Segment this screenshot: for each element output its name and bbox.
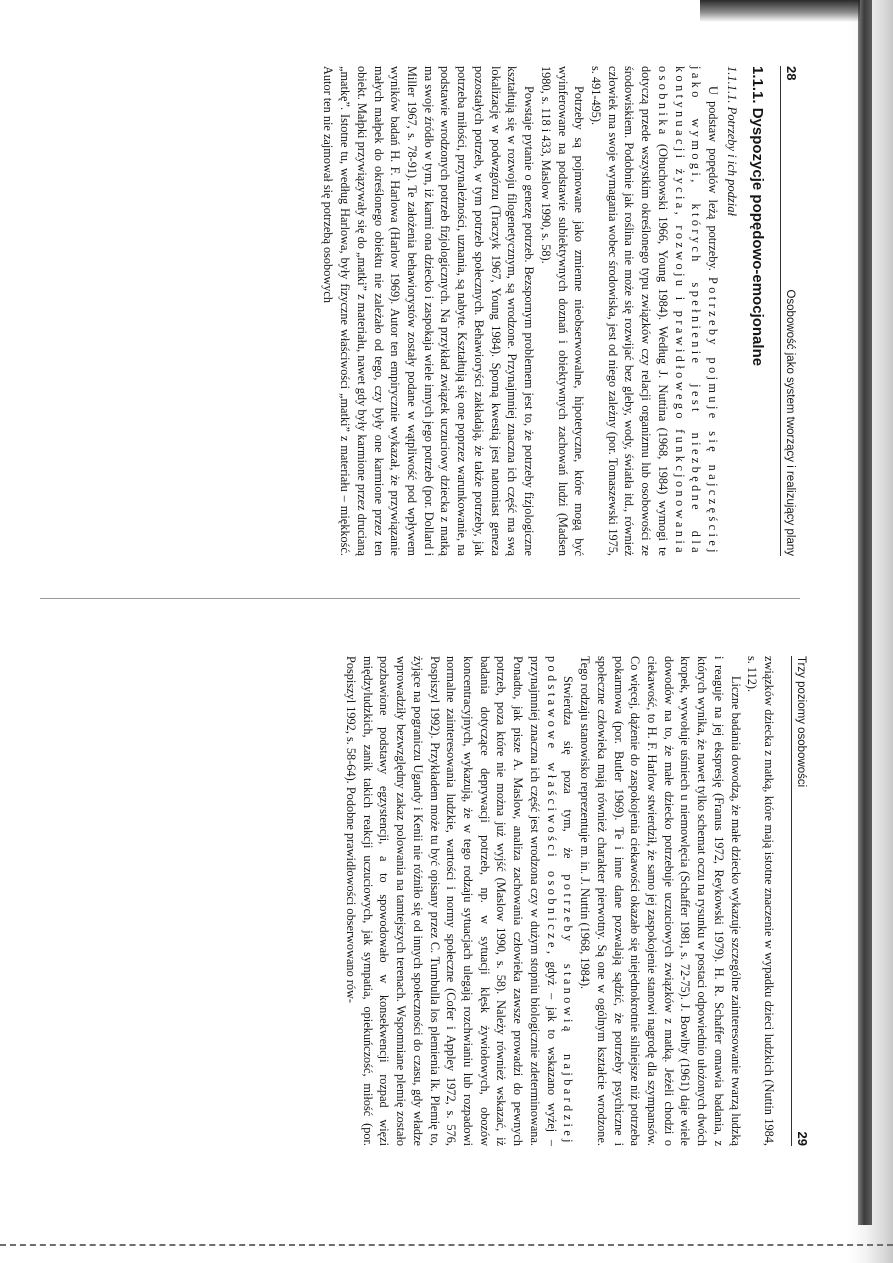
page-29 [120, 656, 810, 1146]
paragraph: Liczne badania dowodzą, że małe dziecko wykazuje szczególne zainteresowanie twarzą ludzką i reaguje na jej ekspresję (Franus 1972, Reykowski 1979). H. R. Schaffer omawia badania, z których wynika, że nawet tylko schemat oczu na rysunku w postaci odpowiednio ułożonych dwóch kropek, wywołuje uśmiech u niemowlęcia (Schaffer 1981, s. 72-75). J. Bowlby (1961) daje wiele dowodów na to, że małe dziecko potrzebuje uczuciowych związków z matką. Jeżeli chodzi o ciekawość, to H. F. Harlow stwierdził, że samo jej zaspokojenie stanowi nagrodę dla szympansów. Co więcej, dążenie do zaspokojenia ciekawości okazało się niejednokrotnie silniejsze niż potrzeba pokarmowa (por. Butler 1969). Te i inne dane pozwalają sądzić, że potrzeby psychiczne i społeczne człowieka mają również charakter pierwotny. Są one w ogólnym kształcie wrodzone. Tego rodzaju stanowisko reprezentuje m. in. J. Nuttin (1968, 1984). [578, 656, 743, 1146]
page-gutter [40, 598, 800, 599]
paragraph: Powstaje pytanie o genezę potrzeb. Bezspornym problemem jest to, że potrzeby fizjologiczne kształtują się w rozwoju filogenetycznym, są wrodzone. Przynajmniej znaczna ich część ma swą lokalizację w podwzgórzu (Traczyk 1967, Young 1984). Sporną kwestią jest natomiast geneza pozostałych potrzeb, w tym potrzeb społecznych. Behawioryści zakładają, że także potrzeby, jak potrzeba miłości, przynależności, uznania, są nabyte. Kształtują się one poprzez warunkowanie, na podstawie wrodzonych potrzeb fizjologicznych. Na przykład związek uczuciowy dziecka z matką ma swoje źródło w tym, iż karmi ona dziecko i zaspokaja wiele innych jego potrzeb (por. Dollard i Miller 1967, s. 78-91). Te założenia behawiorystów zostały podane w wątpliwość pod wpływem wyników badań H. F. Harlowa (Harlow 1969). Autor ten empirycznie wykazał, że przywiązanie małych małpek do określonego obiektu nie zależało od tego, czy były one karmione przez ten obiekt. Małpki przywiązywały się do „matki” z materiału, nawet gdy były karmione przez drucianą „matkę”. Istotne tu, według Harlowa, były fizyczne właściwości „matki” z materiału – miękkość. Autor ten nie zajmował się potrzebą osobowych [321, 66, 537, 556]
running-title: Trzy poziomy osobowości [795, 656, 807, 788]
page-number: 28 [784, 66, 799, 81]
paragraph [342, 656, 576, 1146]
running-head [791, 656, 810, 1146]
subsection-title: 1.1.1.1. Potrzeby i ich podział [725, 66, 739, 216]
scan-spine-shadow [858, 0, 872, 1225]
running-head [780, 66, 799, 556]
paragraph-lead: U podstaw popędów leżą potrzeby. [706, 86, 720, 278]
scan-top-shadow [700, 0, 860, 22]
paragraph-spaced-emphasis: potrzeby stanowią najbardziej podstawowe właściwości osobnicze [544, 656, 576, 1146]
paragraph-lead: Stwierdza się poza tym, że [561, 676, 576, 875]
paragraph-rest: (Obuchowski 1966, Young 1984). Według J. Nuttina (1968, 1984) wymogi te dotyczą przede wszystkim określonego typu związków czy relacji organizmu lub osobowości ze środowiskiem. Podobnie jak roślina nie może się rozwijać bez gleby, wody, światła itd., również człowiek ma swoje wymagania wobec środowiska, jest od niego zależny (por. Tomaszewski 1975, s. 491-495). [588, 66, 670, 556]
page-number: 29 [795, 1131, 810, 1146]
page-28 [109, 66, 799, 556]
paragraph: Potrzeby są pojmowane jako zmienne nieobserwowalne, hipotetyczne, które mogą być wyinferowane na podstawie subiektywnych doznań i obiektywnych zachowań ludzi (Madsen 1980, s. 118 i 433, Maslow 1990, s. 58). [538, 66, 587, 556]
paragraph-rest: , gdyż – jak to wskazano wyżej – przynajmniej znaczna ich część jest wrodzona czy w dużym stopniu biologicznie zdeterminowana. Ponadto, jak pisze A. Maslow, analiza zachowania człowieka zawsze prowadzi do pewnych potrzeb, poza które nie można już wyjść (Maslow 1990, s. 58). Należy również wskazać, iż badania dotyczące deprywacji potrzeb, np. w sytuacji klęsk żywiołowych, obozów koncentracyjnych, wykazują, że w tego rodzaju sytuacjach ulegają rozchwianiu lub rozpadowi normalne zainteresowania ludzkie, wartości i normy społeczne (Cofer i Appley 1972, s. 576, Pospiszyl 1992). Przykładem może tu być opisany przez C. Turnbulla los plemienia Ik. Plemię to, żyjące na pograniczu Ugandy i Kenii nie różniło się od innych społeczności do czasu, gdy władze wprowadziły bezwzględny zakaz polowania na tamtejszych terenach. Wspomniane plemię zostało pozbawione podstawy egzystencji, a to spowodowało w konsekwencji rozpad więzi międzyludzkich, zanik takich reakcji uczuciowych, jak sympatia, opiekuńczość, miłość (por. Pospiszyl 1992, s. 58-64). Podobne prawidłowości obserwowano rów- [344, 656, 559, 1146]
running-title: Osobowość jako system tworzący i realizujący plany [784, 289, 796, 556]
scan-bottom-edge [0, 1244, 893, 1246]
paragraph-spaced-emphasis: Potrzeby pojmuje się najczęściej jako wymogi, których spełnienie jest niezbędne dla kontynuacji życia, rozwoju i prawidłowego funkcjonowania osobnika [655, 66, 720, 556]
section-title: 1.1.1. Dyspozycje popędowo-emocjonalne [749, 66, 766, 367]
paragraph [587, 66, 721, 556]
paragraph: związków dziecka z matką, które mają istotne znaczenie w wypadku dzieci ludzkich (Nuttin 1984, s. 112). [745, 656, 776, 1146]
